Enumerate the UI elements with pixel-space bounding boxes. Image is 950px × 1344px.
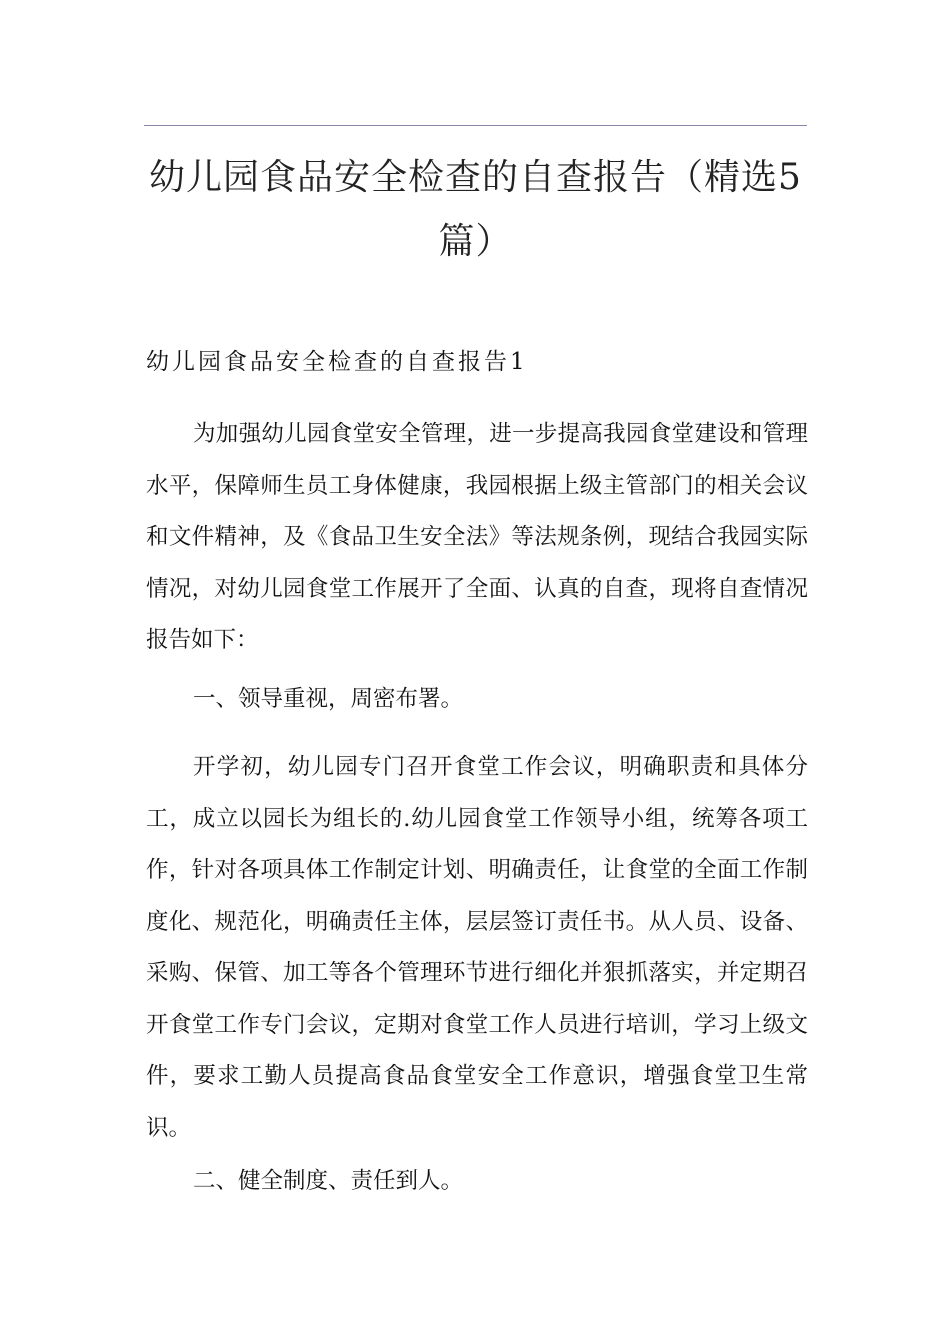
subheading-systems: 二、健全制度、责任到人。 [193, 1168, 464, 1194]
document-title: 幼儿园食品安全检查的自查报告（精选5篇） [149, 157, 802, 262]
paragraph-intro: 为加强幼儿园食堂安全管理，进一步提高我园食堂建设和管理水平，保障师生员工身体健康，我园根据上级主管部门的相关会议和文件精神，及《食品卫生安全法》等法规条例，现结合我园实际情况，对幼儿园食堂工作展开了全面、认真的自查，现将自查情况报告如下： [146, 421, 808, 653]
paragraph-leadership: 开学初，幼儿园专门召开食堂工作会议，明确职责和具体分工，成立以园长为组长的.幼儿园食堂工作领导小组，统筹各项工作，针对各项具体工作制定计划、明确责任，让食堂的全面工作制度化、规范化，明确责任主体，层层签订责任书。从人员、设备、采购、保管、加工等各个管理环节进行细化并狠抓落实，并定期召开食堂工作专门会议，定期对食堂工作人员进行培训，学习上级文件，要求工勤人员提高食品食堂安全工作意识，增强食堂卫生常识。 [146, 754, 808, 1141]
subheading-leadership: 一、领导重视，周密布署。 [193, 686, 464, 712]
section-heading: 幼儿园食品安全检查的自查报告1 [146, 349, 528, 375]
header-rule [144, 125, 807, 126]
